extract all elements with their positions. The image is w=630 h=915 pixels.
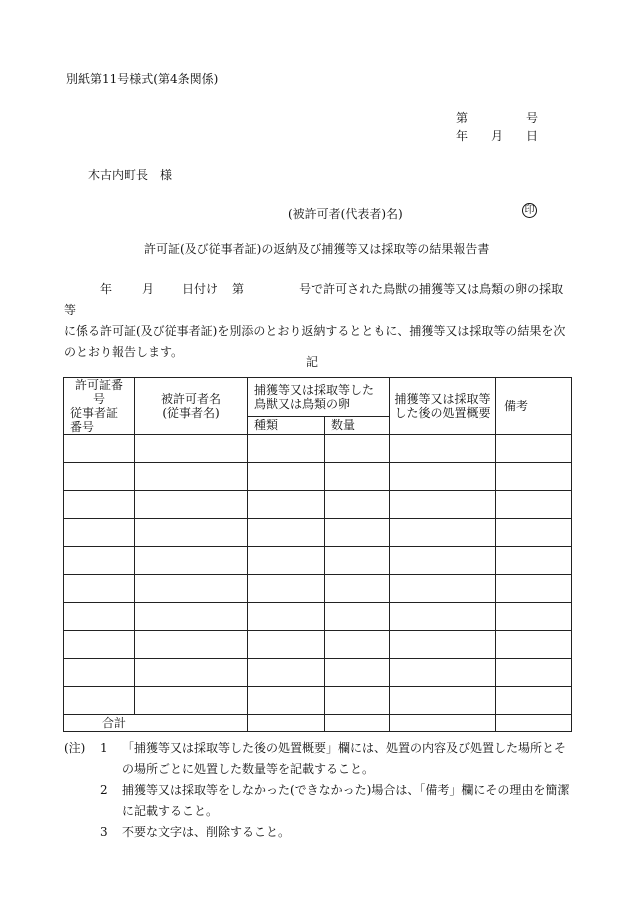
total-disposal-cell[interactable] — [390, 715, 496, 732]
cell-permittee[interactable] — [135, 491, 248, 519]
cell-remarks[interactable] — [496, 435, 572, 463]
cell-disposal[interactable] — [390, 575, 496, 603]
note-item-3 — [64, 822, 574, 843]
cell-permit[interactable] — [64, 547, 135, 575]
cell-permittee[interactable] — [135, 575, 248, 603]
cell-kind[interactable] — [248, 659, 325, 687]
cell-kind[interactable] — [248, 519, 325, 547]
cell-remarks[interactable] — [496, 519, 572, 547]
cell-kind[interactable] — [248, 491, 325, 519]
cell-count[interactable] — [325, 631, 390, 659]
total-label: 合計 — [102, 716, 127, 730]
cell-permittee[interactable] — [135, 435, 248, 463]
header-permittee-line-2: (従事者名) — [162, 406, 220, 420]
body-day: 日付け — [182, 282, 219, 296]
cell-kind[interactable] — [248, 603, 325, 631]
cell-disposal[interactable] — [390, 491, 496, 519]
header-permittee — [135, 378, 248, 435]
cell-disposal[interactable] — [390, 631, 496, 659]
table-row — [64, 491, 572, 519]
licensee-label: (被許可者(代表者)名) — [288, 207, 403, 221]
header-captured-line-1: 捕獲等又は採取等した — [254, 382, 375, 397]
doc-number-prefix: 第 — [456, 111, 469, 125]
cell-count[interactable] — [325, 491, 390, 519]
table-row — [64, 435, 572, 463]
document-title: 許可証(及び従事者証)の返納及び捕獲等又は採取等の結果報告書 — [144, 242, 490, 256]
cell-permittee[interactable] — [135, 631, 248, 659]
header-permit-line-1: 許可証番号 — [74, 378, 123, 406]
body-dai: 第 — [232, 282, 245, 296]
table-row — [64, 519, 572, 547]
note-number-1: 1 — [100, 741, 108, 755]
header-permit-number — [64, 378, 135, 435]
header-disposal-line-1: 捕獲等又は採取等 — [394, 392, 491, 406]
report-body — [64, 279, 572, 363]
cell-permittee[interactable] — [135, 463, 248, 491]
header-kind — [248, 416, 325, 434]
header-permit-line-2: 従事者証 — [70, 406, 119, 420]
body-text-3: のとおり報告します。 — [64, 345, 184, 359]
seal-mark: 印 — [522, 203, 537, 218]
header-kind-label: 種類 — [254, 418, 279, 433]
cell-count[interactable] — [325, 519, 390, 547]
cell-disposal[interactable] — [390, 463, 496, 491]
cell-kind[interactable] — [248, 631, 325, 659]
body-text-1: 号で許可された鳥獣の捕獲等又は鳥類の卵の採取等 — [64, 282, 564, 317]
table-row — [64, 463, 572, 491]
body-year: 年 — [100, 282, 113, 296]
cell-disposal[interactable] — [390, 659, 496, 687]
header-captured-line-2: 鳥獣又は鳥類の卵 — [254, 396, 351, 411]
header-captured — [248, 378, 390, 417]
cell-kind[interactable] — [248, 687, 325, 715]
header-disposal — [390, 378, 496, 435]
cell-count[interactable] — [325, 547, 390, 575]
cell-count[interactable] — [325, 575, 390, 603]
cell-remarks[interactable] — [496, 491, 572, 519]
body-month: 月 — [142, 282, 155, 296]
cell-count[interactable] — [325, 463, 390, 491]
cell-kind[interactable] — [248, 463, 325, 491]
cell-remarks[interactable] — [496, 631, 572, 659]
table-row — [64, 687, 572, 715]
cell-count[interactable] — [325, 435, 390, 463]
cell-disposal[interactable] — [390, 519, 496, 547]
cell-remarks[interactable] — [496, 547, 572, 575]
ki-heading: 記 — [306, 355, 319, 369]
cell-kind[interactable] — [248, 435, 325, 463]
cell-permittee[interactable] — [135, 519, 248, 547]
header-disposal-line-2: した後の処置概要 — [394, 406, 491, 420]
date-year: 年 — [456, 129, 469, 143]
table-row — [64, 575, 572, 603]
header-permit-line-3: 番号 — [70, 420, 95, 434]
cell-permittee[interactable] — [135, 547, 248, 575]
header-permittee-line-1: 被許可者名 — [160, 392, 221, 406]
cell-kind[interactable] — [248, 547, 325, 575]
notes-prefix: (注) — [64, 741, 86, 755]
cell-permit[interactable] — [64, 519, 135, 547]
cell-permit[interactable] — [64, 631, 135, 659]
note-number-2: 2 — [100, 783, 108, 797]
cell-remarks[interactable] — [496, 575, 572, 603]
cell-disposal[interactable] — [390, 687, 496, 715]
form-label: 別紙第11号様式(第4条関係) — [66, 72, 219, 86]
cell-count[interactable] — [325, 659, 390, 687]
addressee: 木古内町長 様 — [88, 168, 173, 182]
cell-permit[interactable] — [64, 491, 135, 519]
cell-permit[interactable] — [64, 603, 135, 631]
table-row — [64, 547, 572, 575]
header-count — [325, 416, 390, 434]
total-count-cell[interactable] — [325, 715, 390, 732]
cell-remarks[interactable] — [496, 603, 572, 631]
total-kind-cell[interactable] — [248, 715, 325, 732]
note-number-3: 3 — [100, 825, 108, 839]
body-text-2: に係る許可証(及び従事者証)を別添のとおり返納するとともに、捕獲等又は採取等の結果を次 — [64, 324, 566, 338]
cell-disposal[interactable] — [390, 547, 496, 575]
cell-count[interactable] — [325, 687, 390, 715]
cell-permittee[interactable] — [135, 659, 248, 687]
header-count-label: 数量 — [331, 418, 356, 433]
note-text-3: 不要な文字は、削除すること。 — [122, 825, 291, 839]
cell-disposal[interactable] — [390, 603, 496, 631]
table-row — [64, 631, 572, 659]
cell-remarks[interactable] — [496, 687, 572, 715]
note-text-2: 捕獲等又は採取等をしなかった(できなかった)場合は、「備考」欄にその理由を簡潔に記載すること。 — [122, 783, 570, 818]
cell-permit[interactable] — [64, 659, 135, 687]
header-remarks-label: 備考 — [504, 399, 529, 413]
doc-number-suffix: 号 — [526, 111, 539, 125]
cell-permittee[interactable] — [135, 687, 248, 715]
cell-kind[interactable] — [248, 575, 325, 603]
notes-section — [64, 738, 574, 843]
cell-remarks[interactable] — [496, 463, 572, 491]
cell-permit[interactable] — [64, 575, 135, 603]
date-day: 日 — [526, 129, 539, 143]
table-row — [64, 659, 572, 687]
cell-remarks[interactable] — [496, 659, 572, 687]
result-table — [63, 377, 572, 732]
cell-permit[interactable] — [64, 463, 135, 491]
total-remarks-cell[interactable] — [496, 715, 572, 732]
cell-permit[interactable] — [64, 435, 135, 463]
cell-count[interactable] — [325, 603, 390, 631]
total-label-cell — [64, 715, 248, 732]
table-row — [64, 603, 572, 631]
note-text-1: 「捕獲等又は採取等した後の処置概要」欄には、処置の内容及び処置した場所とその場所ごとに処置した数量等を記載すること。 — [122, 741, 567, 776]
cell-permittee[interactable] — [135, 603, 248, 631]
cell-permit[interactable] — [64, 687, 135, 715]
note-item-1 — [64, 738, 574, 780]
date-month: 月 — [491, 129, 504, 143]
header-remarks — [496, 378, 572, 435]
cell-disposal[interactable] — [390, 435, 496, 463]
note-item-2 — [64, 780, 574, 822]
